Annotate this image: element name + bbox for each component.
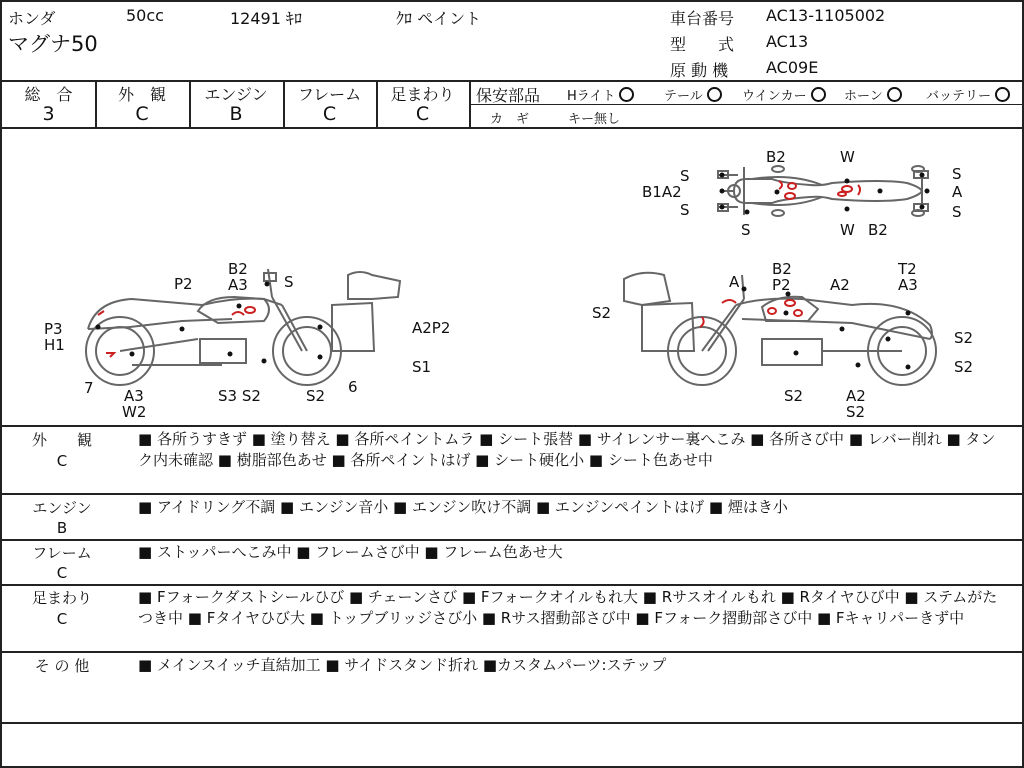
label-top-b1a2: B1A2 [642,183,682,201]
label-top-s-ml: S [680,201,690,219]
bike-top-view [718,166,928,216]
label-left-6: 6 [348,378,358,396]
label-left-s1: S1 [412,358,432,376]
frame-number: AC13-1105002 [766,6,886,25]
label-top-w-bottom: W [840,221,855,239]
label-left-s3s2: S3 S2 [218,387,261,405]
note-label: 足まわり [31,589,92,607]
damage-diagram [2,129,1022,425]
overall-label: 総 合 [24,85,73,104]
safety-winker: ウインカー [742,85,826,104]
maker: ホンダ [8,9,56,28]
key-value: キー無し [568,112,621,127]
note-text: ■ アイドリング不調 ■ エンジン音小 ■ エンジン吹け不調 ■ エンジンペイントはげ ■ 煙はき小 [138,498,788,516]
mileage: 12491 ｷﾛ [230,9,302,28]
circle-icon [707,87,722,102]
exterior-grade: C [135,103,149,125]
label-left-a2p2: A2P2 [412,319,451,337]
label-top-s-bottom: S [741,221,751,239]
note-grade: B [56,519,68,537]
circle-icon [619,87,634,102]
key-label: カ ギ [490,112,530,127]
color: ｸﾛ ペイント [396,9,482,28]
label-right-t2: T2 [898,260,917,278]
safety-parts-label: 保安部品 [476,86,541,105]
label-left-a3: A3 [228,276,248,294]
note-grade: C [56,564,68,582]
circle-icon [887,87,902,102]
label-left-w2: W2 [122,403,147,421]
note-text: ■ 各所うすきず ■ 塗り替え ■ 各所ペイントムラ ■ シート張替 ■ サイレンサー裏へこみ ■ 各所さび中 ■ レバー削れ ■ タンク内未確認 ■ 樹脂部色あせ ■ 各所ペイントはげ ■ シート硬化小 ■ シート色あせ中 [138,430,996,469]
note-label: 外 観 [31,431,92,449]
safety-headlight: Hライト [567,85,634,104]
label-top-b2-bottom: B2 [868,221,888,239]
frame-grade: C [322,103,337,125]
note-label: エンジン [32,499,92,517]
note-grade: C [56,452,68,470]
label-left-a3-low: A3 [124,387,144,405]
label-top-s-tr: S [952,165,962,183]
label-right-b2: B2 [772,260,792,278]
model-name: マグナ50 [8,32,98,56]
suspension-grade: C [415,103,430,125]
note-text: ■ ストッパーへこみ中 ■ フレームさび中 ■ フレーム色あせ大 [138,543,563,561]
label-right-s2-lowest: S2 [846,403,866,421]
label-right-s2-r2: S2 [954,358,974,376]
label-left-h1: H1 [44,336,65,354]
note-frame [2,541,1022,584]
label-top-s-br: S [952,203,962,221]
exterior-label: 外 観 [117,85,166,104]
label-left-p2: P2 [174,275,193,293]
label-left-s2: S2 [306,387,326,405]
frame-number-label: 車台番号 [670,9,735,28]
label-left-p3: P3 [44,320,63,338]
engine-grade: B [229,103,243,125]
note-grade: C [56,610,68,628]
note-exterior [2,427,1022,493]
engine-type-label: 原 動 機 [670,61,729,80]
note-engine [2,495,1022,539]
safety-horn: ホーン [844,85,902,104]
label-right-s2-low: S2 [784,387,804,405]
model-type-label: 型 式 [670,35,735,54]
note-label: フレーム [32,544,92,562]
circle-icon [811,87,826,102]
note-suspension [2,586,1022,651]
circle-icon [995,87,1010,102]
label-top-b2: B2 [766,148,786,166]
overall-grade: 3 [42,103,55,125]
label-top-w: W [840,148,855,166]
safety-tail: テール [664,85,722,104]
model-type: AC13 [766,32,809,51]
label-right-a2: A2 [830,276,850,294]
label-top-a: A [952,183,963,201]
frame-label: フレーム [297,85,362,104]
label-right-s2-r1: S2 [954,329,974,347]
safety-battery: バッテリー [926,85,1010,104]
label-right-a2-low: A2 [846,387,866,405]
label-right-p2: P2 [772,276,791,294]
note-text: ■ メインスイッチ直結加工 ■ サイドスタンド折れ ■カスタムパーツ:ステップ [138,656,667,674]
label-right-a: A [729,273,740,291]
left-damage-marks [98,307,255,357]
displacement: 50cc [126,6,164,25]
label-right-s2-left: S2 [592,304,612,322]
label-left-b2: B2 [228,260,248,278]
engine-label: エンジン [204,85,268,104]
suspension-label: 足まわり [390,85,455,104]
label-left-s: S [284,273,294,291]
label-top-s-tl: S [680,167,690,185]
label-right-a3: A3 [898,276,918,294]
engine-type: AC09E [766,58,819,77]
label-left-7: 7 [84,379,94,397]
note-label: そ の 他 [34,657,90,675]
note-other [2,653,1022,722]
note-text: ■ Fフォークダストシールひび ■ チェーンさび ■ Fフォークオイルもれ大 ■ Rサスオイルもれ ■ Rタイヤひび中 ■ ステムがたつき中 ■ Fタイヤひび大 ■ トップブリッジさび小 ■ Rサス摺動部さび中 ■ Fフォーク摺動部さび中 ■ Fキャリパーきず中 [138,588,998,627]
